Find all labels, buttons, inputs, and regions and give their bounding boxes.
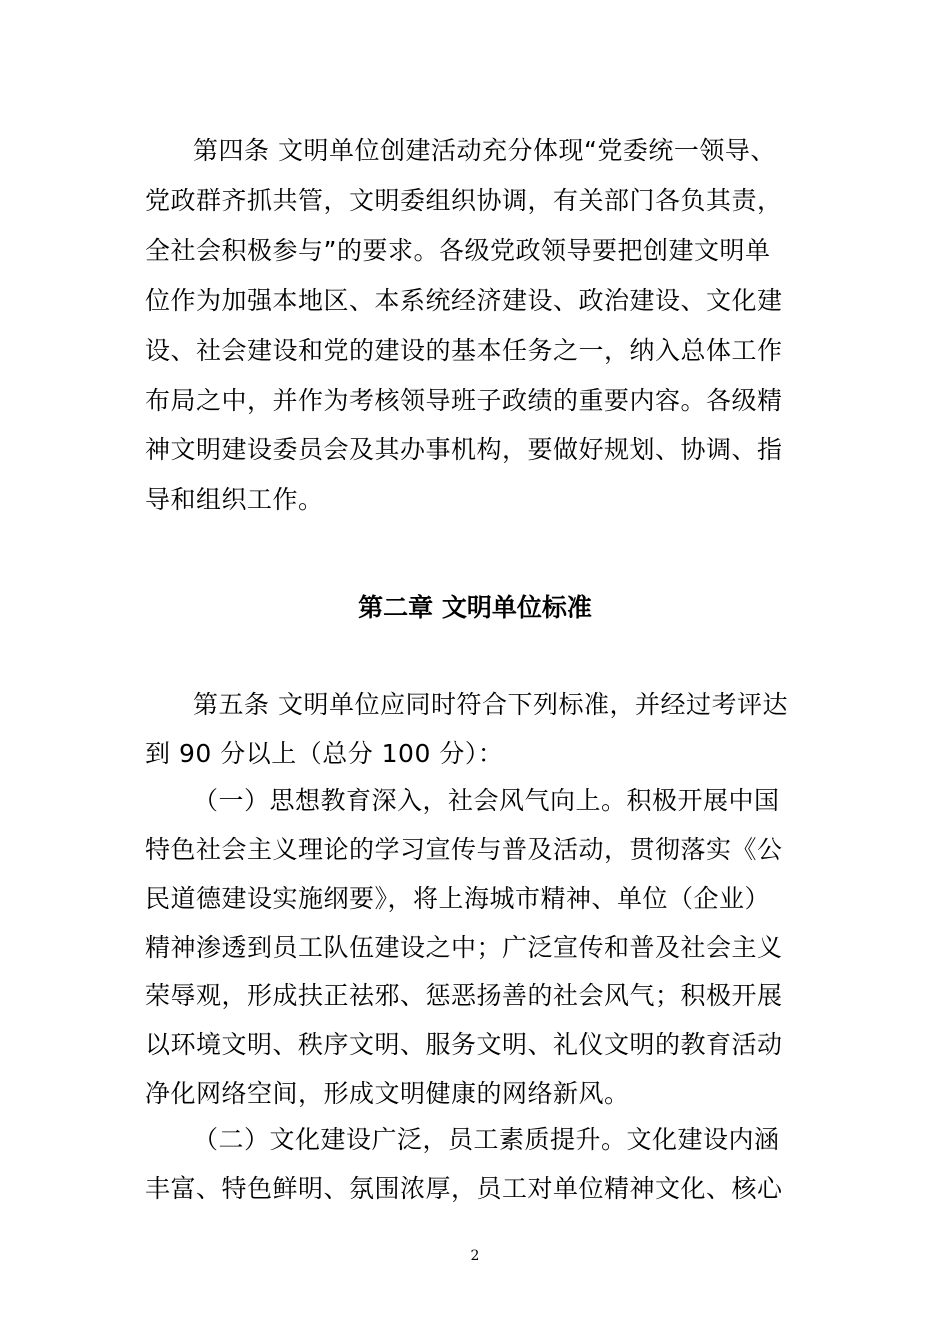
paragraph-line: 到 90 分以上（总分 100 分）：	[145, 739, 504, 768]
paragraph-line: （一）思想教育深入，社会风气向上。积极开展中国	[193, 786, 780, 815]
chapter-heading: 第二章 文明单位标准	[358, 593, 592, 622]
paragraph-line: 设、社会建设和党的建设的基本任务之一，纳入总体工作	[145, 336, 783, 365]
paragraph-line: 特色社会主义理论的学习宣传与普及活动，贯彻落实《公	[145, 835, 783, 864]
paragraph-line: 第五条 文明单位应同时符合下列标准，并经过考评达	[193, 690, 788, 719]
paragraph-line: 丰富、特色鲜明、氛围浓厚，员工对单位精神文化、核心	[145, 1174, 783, 1203]
paragraph-line: 全社会积极参与”的要求。各级党政领导要把创建文明单	[145, 236, 771, 265]
paragraph-line: 净化网络空间，形成文明健康的网络新风。	[145, 1079, 630, 1108]
paragraph-line: 民道德建设实施纲要》，将上海城市精神、单位（企业）	[145, 884, 771, 913]
paragraph-line: 神文明建设委员会及其办事机构，要做好规划、协调、指	[145, 435, 783, 464]
paragraph-line: 荣辱观，形成扶正祛邪、惩恶扬善的社会风气；积极开展	[145, 981, 783, 1010]
paragraph-line: 位作为加强本地区、本系统经济建设、政治建设、文化建	[145, 286, 783, 315]
paragraph-line: （二）文化建设广泛，员工素质提升。文化建设内涵	[193, 1125, 780, 1154]
paragraph-line: 以环境文明、秩序文明、服务文明、礼仪文明的教育活动	[145, 1030, 783, 1059]
paragraph-line: 布局之中，并作为考核领导班子政绩的重要内容。各级精	[145, 386, 783, 415]
paragraph-line: 导和组织工作。	[145, 485, 324, 514]
paragraph-line: 精神渗透到员工队伍建设之中；广泛宣传和普及社会主义	[145, 933, 783, 962]
page-number: 2	[470, 1248, 480, 1264]
paragraph-line: 第四条 文明单位创建活动充分体现“党委统一领导、	[193, 136, 776, 165]
paragraph-line: 党政群齐抓共管，文明委组织协调，有关部门各负其责，	[145, 186, 783, 215]
